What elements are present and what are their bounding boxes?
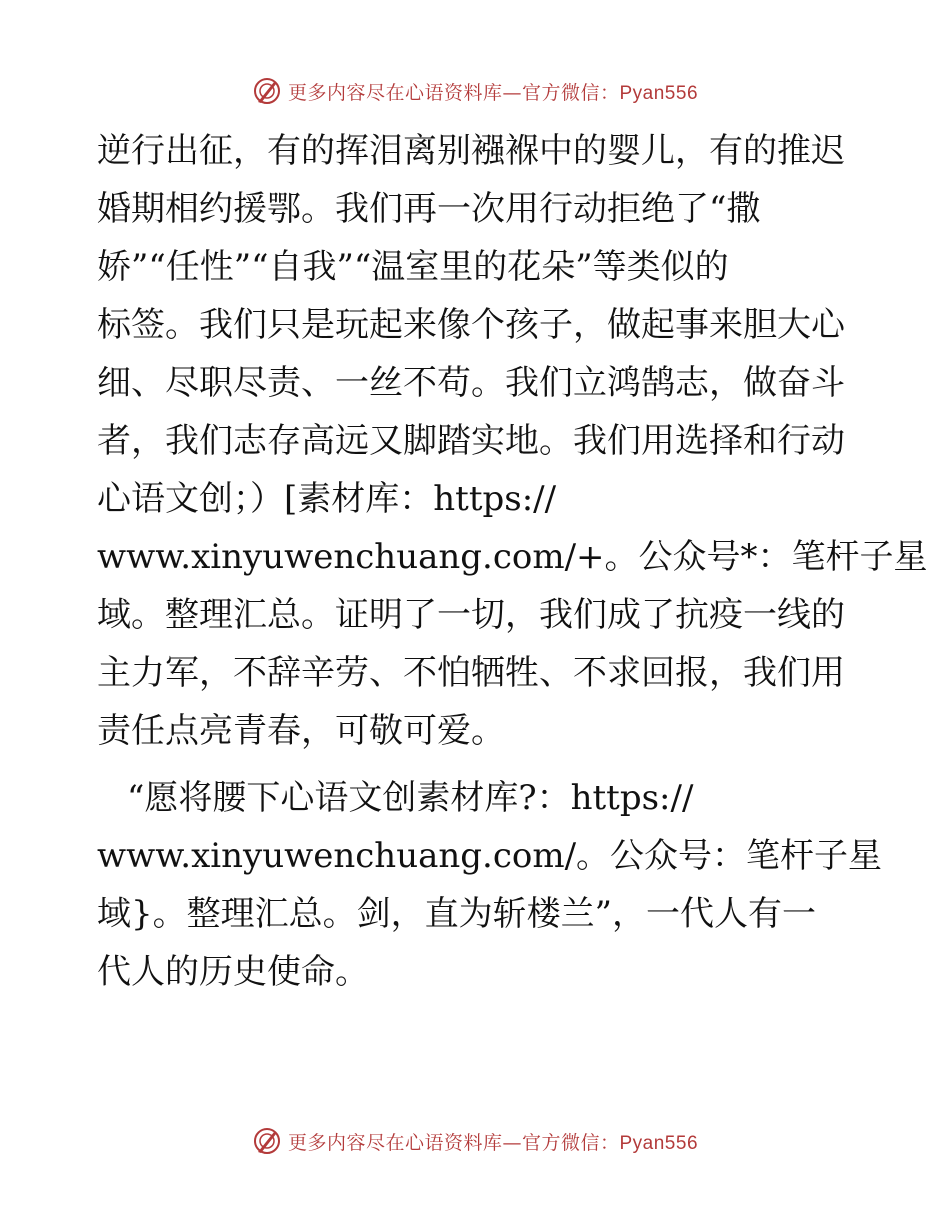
text-line: 主力军，不辞辛劳、不怕牺牲、不求回报，我们用 — [97, 653, 845, 693]
document-body — [97, 122, 928, 1001]
text-line: 域。整理汇总。证明了一切，我们成了抗疫一线的 — [97, 595, 845, 635]
footer-banner-text: 更多内容尽在心语资料库—官方微信：Pyan556 — [287, 1131, 699, 1154]
text-line: 婚期相约援鄂。我们再一次用行动拒绝了“撒 — [97, 189, 761, 229]
text-line: 域}。整理汇总。剑，直为斩楼兰”，一代人有一 — [97, 894, 817, 934]
text-line: 逆行出征，有的挥泪离别襁褓中的婴儿，有的推迟 — [97, 131, 845, 171]
text-line: www.xinyuwenchuang.com/。公众号：笔杆子星 — [97, 836, 883, 876]
text-line: 心语文创；）[素材库：https:// — [97, 479, 557, 519]
text-line: 标签。我们只是玩起来像个孩子，做起事来胆大心 — [97, 305, 845, 345]
text-line: 责任点亮青春，可敬可爱。 — [97, 711, 505, 751]
footer-banner — [0, 1124, 950, 1158]
header-banner-text: 更多内容尽在心语资料库—官方微信：Pyan556 — [287, 81, 699, 104]
quill-logo-icon — [252, 76, 282, 106]
text-line: 细、尽职尽责、一丝不苟。我们立鸿鹄志，做奋斗 — [97, 363, 845, 403]
header-banner — [0, 74, 950, 108]
text-line: “愿将腰下心语文创素材库?：https:// — [127, 778, 694, 818]
text-line: www.xinyuwenchuang.com/+。公众号*：笔杆子星 — [97, 537, 928, 577]
text-line: 代人的历史使命。 — [97, 952, 369, 992]
text-line: 娇”“任性”“自我”“温室里的花朵”等类似的 — [97, 247, 729, 287]
text-line: 者，我们志存高远又脚踏实地。我们用选择和行动 — [97, 421, 845, 461]
quill-logo-icon — [252, 1126, 282, 1156]
